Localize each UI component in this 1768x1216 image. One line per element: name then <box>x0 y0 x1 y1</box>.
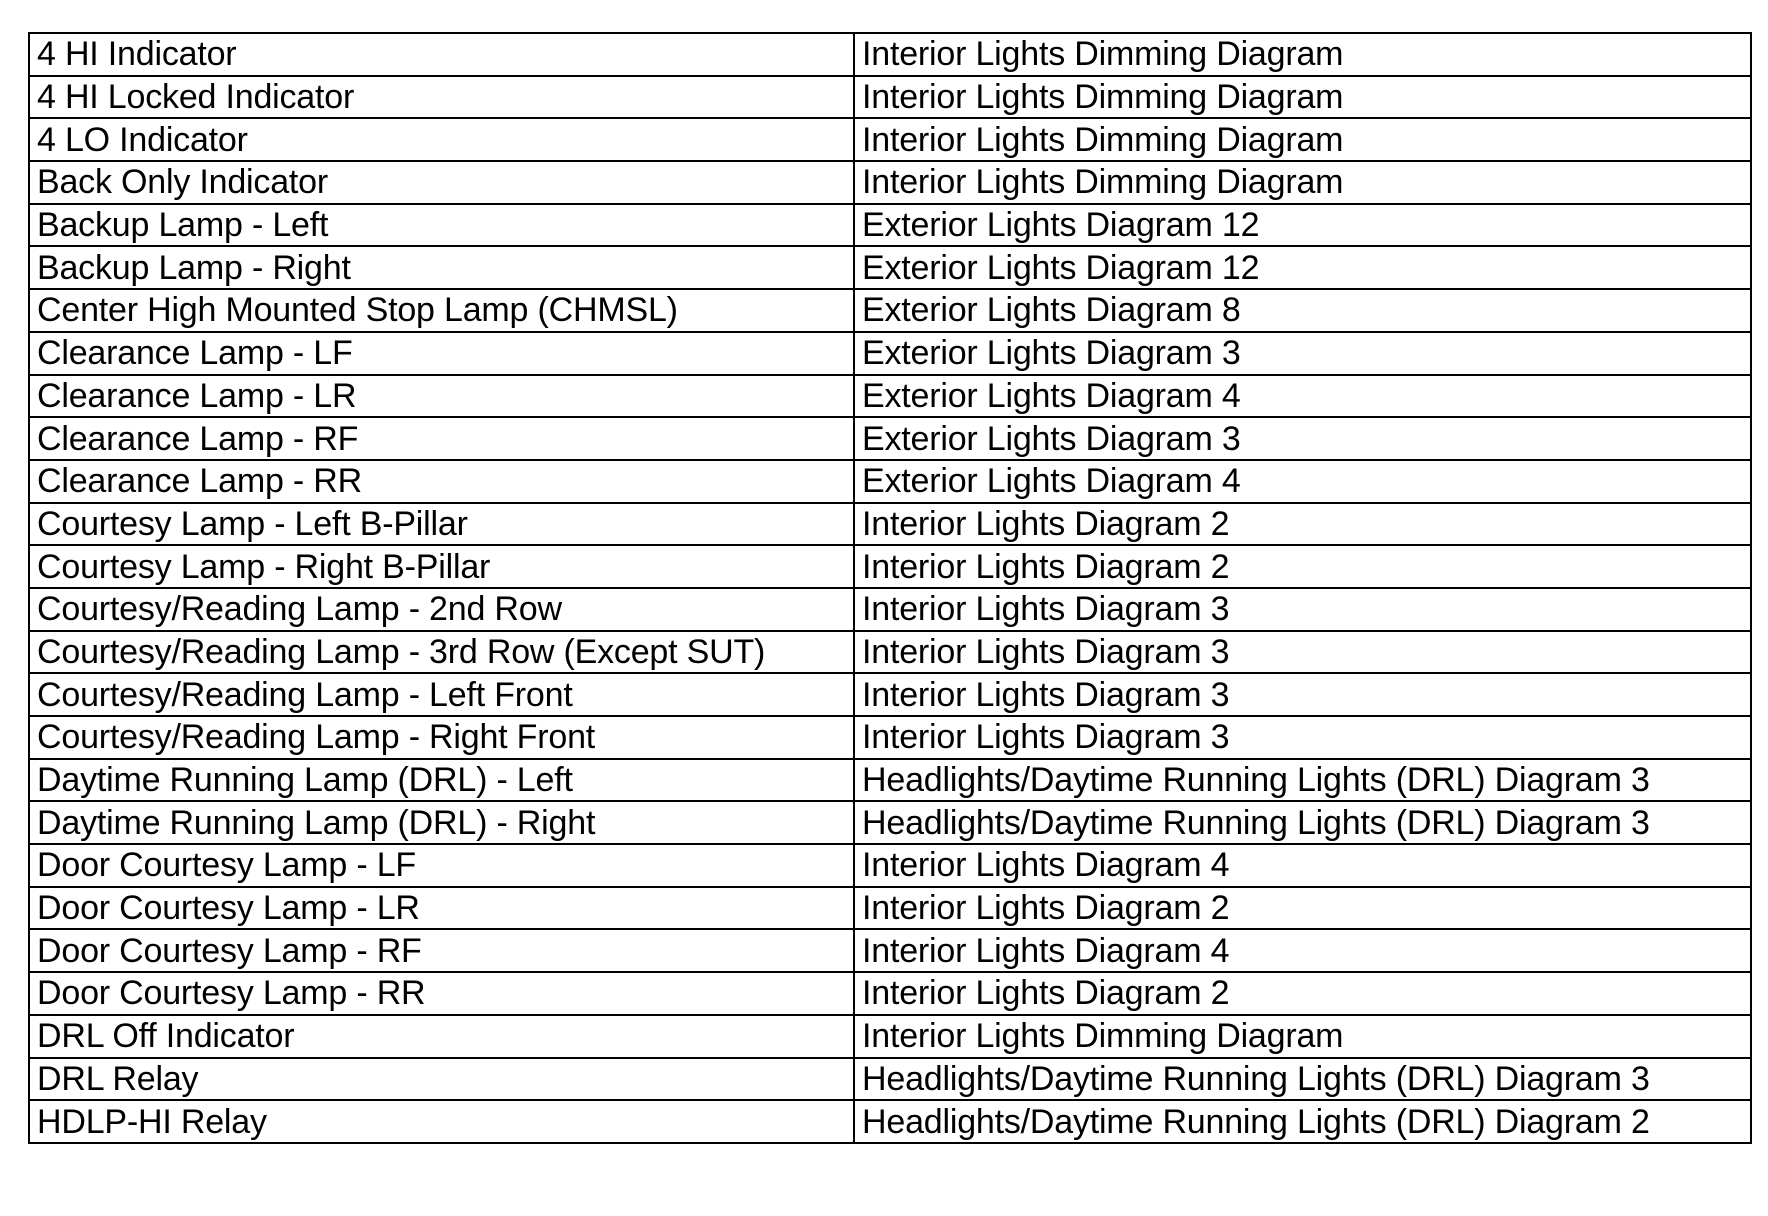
table-row <box>29 929 1751 972</box>
component-name-cell: HDLP-HI Relay <box>29 1100 854 1143</box>
table-row <box>29 1058 1751 1101</box>
diagram-reference-cell: Interior Lights Diagram 4 <box>854 844 1751 887</box>
diagram-reference-cell: Interior Lights Diagram 2 <box>854 887 1751 930</box>
component-name-cell: DRL Off Indicator <box>29 1015 854 1058</box>
component-name-cell: Clearance Lamp - RF <box>29 417 854 460</box>
component-name-cell: Courtesy/Reading Lamp - Left Front <box>29 673 854 716</box>
component-name-cell: Courtesy/Reading Lamp - 3rd Row (Except SUT) <box>29 631 854 674</box>
table-row <box>29 33 1751 76</box>
diagram-reference-cell: Interior Lights Dimming Diagram <box>854 161 1751 204</box>
component-name-cell: Daytime Running Lamp (DRL) - Right <box>29 801 854 844</box>
table-row <box>29 844 1751 887</box>
table-row <box>29 972 1751 1015</box>
diagram-reference-cell: Exterior Lights Diagram 4 <box>854 460 1751 503</box>
table-row <box>29 631 1751 674</box>
table-row <box>29 1015 1751 1058</box>
component-name-cell: 4 HI Locked Indicator <box>29 76 854 119</box>
table-row <box>29 204 1751 247</box>
component-name-cell: Clearance Lamp - LR <box>29 375 854 418</box>
table-row <box>29 118 1751 161</box>
table-row <box>29 503 1751 546</box>
diagram-reference-cell: Interior Lights Diagram 3 <box>854 588 1751 631</box>
component-name-cell: Door Courtesy Lamp - LF <box>29 844 854 887</box>
component-name-cell: Center High Mounted Stop Lamp (CHMSL) <box>29 289 854 332</box>
component-name-cell: Back Only Indicator <box>29 161 854 204</box>
diagram-reference-cell: Interior Lights Diagram 3 <box>854 716 1751 759</box>
diagram-reference-cell: Exterior Lights Diagram 12 <box>854 204 1751 247</box>
component-diagram-index-table <box>28 32 1752 1144</box>
table-row <box>29 673 1751 716</box>
diagram-reference-cell: Exterior Lights Diagram 3 <box>854 417 1751 460</box>
diagram-reference-cell: Exterior Lights Diagram 3 <box>854 332 1751 375</box>
diagram-reference-cell: Interior Lights Diagram 2 <box>854 972 1751 1015</box>
diagram-reference-cell: Interior Lights Diagram 2 <box>854 545 1751 588</box>
component-name-cell: Daytime Running Lamp (DRL) - Left <box>29 759 854 802</box>
table-row <box>29 246 1751 289</box>
component-name-cell: DRL Relay <box>29 1058 854 1101</box>
diagram-reference-cell: Interior Lights Dimming Diagram <box>854 118 1751 161</box>
diagram-reference-cell: Interior Lights Dimming Diagram <box>854 76 1751 119</box>
diagram-reference-cell: Exterior Lights Diagram 4 <box>854 375 1751 418</box>
component-name-cell: Courtesy Lamp - Right B-Pillar <box>29 545 854 588</box>
component-name-cell: Courtesy/Reading Lamp - 2nd Row <box>29 588 854 631</box>
component-name-cell: Backup Lamp - Left <box>29 204 854 247</box>
diagram-reference-cell: Interior Lights Diagram 3 <box>854 631 1751 674</box>
diagram-reference-cell: Interior Lights Diagram 4 <box>854 929 1751 972</box>
table-row <box>29 716 1751 759</box>
table-row <box>29 76 1751 119</box>
table-row <box>29 375 1751 418</box>
table-row <box>29 161 1751 204</box>
diagram-reference-cell: Headlights/Daytime Running Lights (DRL) Diagram 3 <box>854 1058 1751 1101</box>
component-name-cell: Door Courtesy Lamp - RF <box>29 929 854 972</box>
component-name-cell: 4 LO Indicator <box>29 118 854 161</box>
table-row <box>29 887 1751 930</box>
table-row <box>29 545 1751 588</box>
diagram-reference-cell: Interior Lights Diagram 3 <box>854 673 1751 716</box>
component-name-cell: Courtesy Lamp - Left B-Pillar <box>29 503 854 546</box>
diagram-reference-cell: Interior Lights Dimming Diagram <box>854 33 1751 76</box>
diagram-reference-cell: Headlights/Daytime Running Lights (DRL) Diagram 3 <box>854 759 1751 802</box>
diagram-reference-cell: Exterior Lights Diagram 8 <box>854 289 1751 332</box>
component-name-cell: Door Courtesy Lamp - RR <box>29 972 854 1015</box>
component-name-cell: Backup Lamp - Right <box>29 246 854 289</box>
diagram-reference-cell: Interior Lights Diagram 2 <box>854 503 1751 546</box>
diagram-reference-cell: Headlights/Daytime Running Lights (DRL) Diagram 3 <box>854 801 1751 844</box>
component-name-cell: 4 HI Indicator <box>29 33 854 76</box>
component-name-cell: Clearance Lamp - LF <box>29 332 854 375</box>
table-row <box>29 289 1751 332</box>
table-row <box>29 588 1751 631</box>
table-row <box>29 1100 1751 1143</box>
table-row <box>29 332 1751 375</box>
table-row <box>29 417 1751 460</box>
table-row <box>29 759 1751 802</box>
component-name-cell: Clearance Lamp - RR <box>29 460 854 503</box>
component-name-cell: Door Courtesy Lamp - LR <box>29 887 854 930</box>
diagram-reference-cell: Headlights/Daytime Running Lights (DRL) Diagram 2 <box>854 1100 1751 1143</box>
diagram-reference-cell: Interior Lights Dimming Diagram <box>854 1015 1751 1058</box>
table-row <box>29 801 1751 844</box>
component-name-cell: Courtesy/Reading Lamp - Right Front <box>29 716 854 759</box>
table-row <box>29 460 1751 503</box>
diagram-reference-cell: Exterior Lights Diagram 12 <box>854 246 1751 289</box>
table-body <box>29 33 1751 1143</box>
